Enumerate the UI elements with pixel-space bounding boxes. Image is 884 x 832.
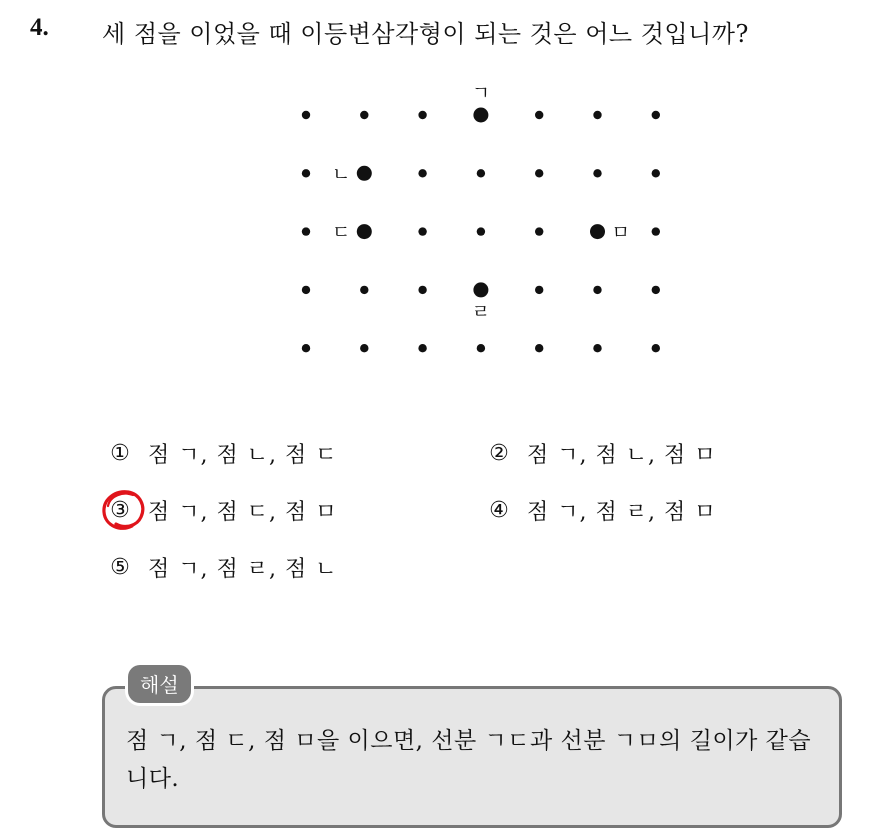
grid-dot <box>652 344 660 352</box>
grid-dot <box>302 227 310 235</box>
grid-point-label: ㄷ <box>331 221 351 244</box>
grid-dot <box>360 286 368 294</box>
grid-dot <box>535 344 543 352</box>
grid-dot <box>535 286 543 294</box>
explanation-text: 점 ㄱ, 점 ㄷ, 점 ㅁ을 이으면, 선분 ㄱㄷ과 선분 ㄱㅁ의 길이가 같습니다. <box>126 728 812 792</box>
grid-dot <box>302 169 310 177</box>
option-5[interactable] <box>108 552 337 582</box>
grid-dot <box>652 286 660 294</box>
grid-dot <box>418 169 426 177</box>
grid-point-labeled <box>473 282 488 297</box>
grid-dot <box>477 227 485 235</box>
grid-dot <box>360 111 368 119</box>
question-text: 세 점을 이었을 때 이등변삼각형이 되는 것은 어느 것입니까? <box>102 20 749 48</box>
grid-dot <box>652 111 660 119</box>
option-number: ① <box>110 440 130 466</box>
option-text: 점 ㄱ, 점 ㄴ, 점 ㅁ <box>527 442 717 468</box>
grid-dot <box>418 344 426 352</box>
grid-dot <box>418 286 426 294</box>
option-text: 점 ㄱ, 점 ㄹ, 점 ㅁ <box>527 499 717 525</box>
option-text: 점 ㄱ, 점 ㄷ, 점 ㅁ <box>148 499 338 525</box>
grid-dot <box>302 344 310 352</box>
grid-dot <box>593 111 601 119</box>
grid-point-label: ㄴ <box>331 163 351 186</box>
option-text: 점 ㄱ, 점 ㄹ, 점 ㄴ <box>148 556 338 582</box>
option-4[interactable] <box>487 495 716 525</box>
explanation-tag: 해설 <box>128 665 191 703</box>
grid-dot <box>535 169 543 177</box>
question-number: 4. <box>30 14 49 41</box>
grid-point-label: ㄹ <box>471 300 491 323</box>
grid-dot <box>535 227 543 235</box>
grid-dot <box>477 169 485 177</box>
option-1[interactable] <box>108 438 337 468</box>
option-number: ④ <box>489 497 509 523</box>
option-number: ⑤ <box>110 554 130 580</box>
option-number: ② <box>489 440 509 466</box>
grid-point-label: ㄱ <box>471 82 491 104</box>
grid-dot <box>418 227 426 235</box>
grid-dot <box>302 286 310 294</box>
grid-point-labeled <box>357 224 372 239</box>
grid-dot <box>477 344 485 352</box>
grid-point-labeled <box>473 108 488 123</box>
option-number: ③ <box>110 497 130 523</box>
option-2[interactable] <box>487 438 716 468</box>
grid-dot <box>652 169 660 177</box>
grid-dot <box>593 169 601 177</box>
grid-point-label: ㅁ <box>611 221 630 244</box>
grid-dot <box>593 286 601 294</box>
grid-point-labeled <box>590 224 605 239</box>
grid-dot <box>418 111 426 119</box>
option-text: 점 ㄱ, 점 ㄴ, 점 ㄷ <box>148 442 338 468</box>
answer-circle-mark <box>99 486 149 536</box>
grid-dot <box>593 344 601 352</box>
grid-dot <box>360 344 368 352</box>
grid-dot <box>535 111 543 119</box>
grid-dot <box>652 227 660 235</box>
grid-dot <box>302 111 310 119</box>
grid-point-labeled <box>357 166 372 181</box>
